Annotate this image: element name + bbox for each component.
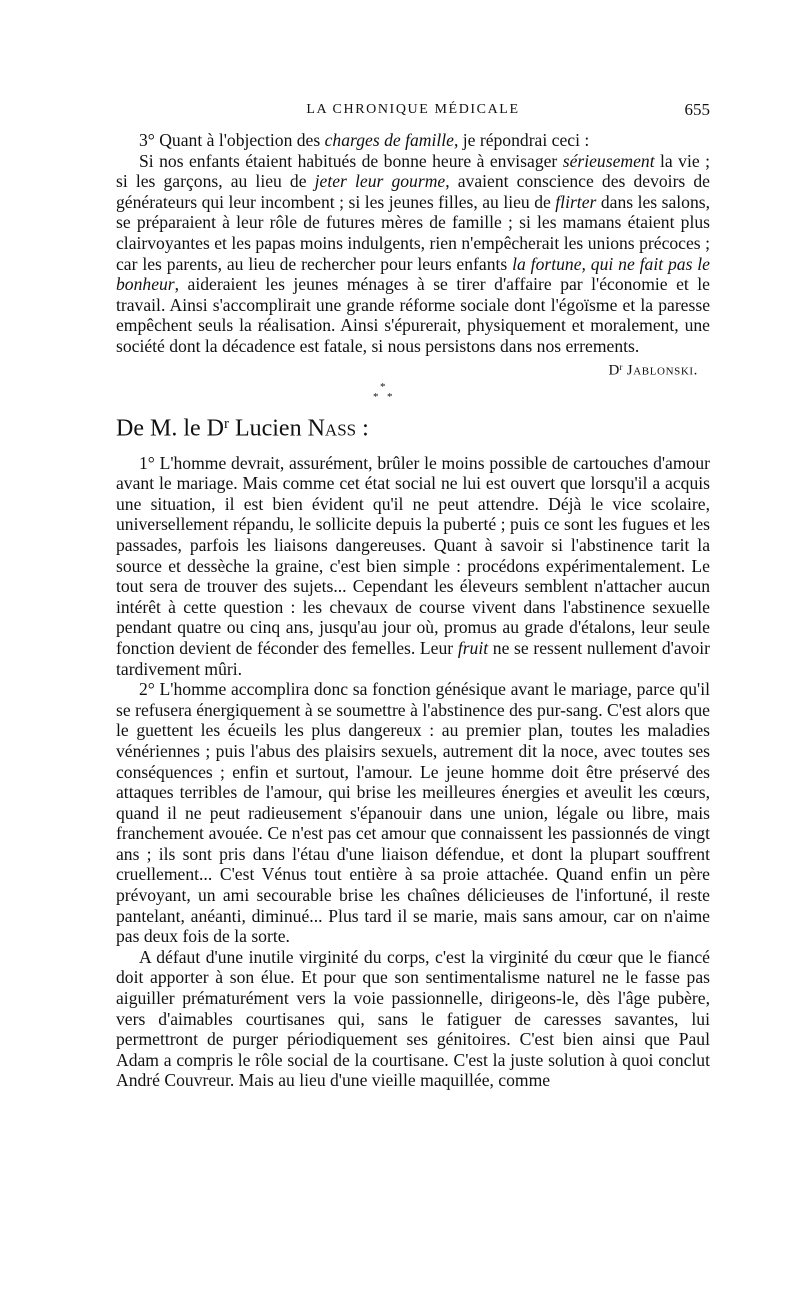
text-run: dans les salons, se préparaient à leur rôle de futures mères de famille ; si les mamans étaient plus clairvoyantes et les papas moins indulgents, rien n'empêcherait les unions précoces ; car les parents, au lieu de rechercher pour leurs enfants (116, 191, 710, 274)
text-run: 3° Quant à l'objection des (139, 130, 325, 150)
italic-run: la fortune, qui ne fait pas le bonheur (116, 253, 710, 295)
heading-text: Lucien (228, 415, 308, 442)
text-run: Si nos enfants étaient habitués de bonne heure à envisager (139, 150, 563, 171)
italic-run: sérieusement (562, 150, 655, 171)
asterism-separator (369, 382, 399, 406)
asterism-star: * (387, 391, 393, 404)
paragraph-point-1 (116, 453, 710, 680)
asterism-star: * (380, 381, 386, 394)
section-heading (116, 410, 710, 442)
document-page (116, 96, 710, 1091)
text-run: la vie ; si les garçons, au lieu de (116, 150, 710, 192)
italic-run: flirter (555, 191, 597, 212)
paragraph-point-2: 2° L'homme accomplira donc sa fonction génésique avant le mariage, parce qu'il se refusera énergiquement à se soumettre à l'abstinence des pur-sang. C'est alors que le guettent les écueils les plus dangereux : au premier plan, toutes les maladies vénériennes ; puis l'abus des plaisirs sexuels, autrement dit la noce, avec toutes ses conséquences ; enfin et surtout, l'amour. Le jeune homme doit être préservé des attaques terribles de l'amour, qui brise les meilleures énergies et aveulit les cœurs, quand il ne peut radieusement s'épanouir dans une union, légale ou libre, mais franchement avouée. Ce n'est pas cet amour que connaissent les passionnés de vingt ans ; ils sont pris dans l'étau d'une liaison défendue, et dont la plupart souffrent cruellement... C'est Vénus tout entière à sa proie attachée. Quand enfin un père prévoyant, un ami secourable brise les chaînes délicieuses de l'infortuné, il reste pantelant, anéanti, diminué... Plus tard il se marie, mais sans amour, car on n'aime pas deux fois de la sorte. (116, 679, 710, 947)
signature-name: Jablonski. (622, 362, 698, 379)
text-run: ne se ressent nullement d'avoir tardivement mûri. (116, 637, 710, 679)
running-title: LA CHRONIQUE MÉDICALE (306, 102, 520, 117)
signature-title: D (608, 362, 620, 379)
running-head (116, 96, 710, 130)
heading-superscript: r (223, 416, 229, 433)
page-number: 655 (684, 100, 710, 119)
italic-run: fruit (457, 637, 489, 658)
asterism-star: * (373, 391, 379, 404)
heading-text: De M. le D (116, 415, 224, 442)
paragraph-objection (116, 130, 710, 151)
italic-run: charges de famille (324, 130, 454, 150)
signature-jablonski (116, 358, 710, 381)
signature-superscript: r (619, 362, 623, 373)
paragraph-virginity: A défaut d'une inutile virginité du corps, c'est la virginité du cœur que le fiancé doit apporter à son élue. Et pour que son sentimentalisme naturel ne le fasse pas aiguiller prématurément vers la voie passionnelle, dirigeons-le, dès l'âge pubère, vers d'aimables courtisanes qui, sans le fatiguer de caresses savantes, lui permettront de purger périodiquement ses génitoires. C'est bien ainsi que Paul Adam a compris le rôle social de la courtisane. C'est la juste solution à quoi conclut André Couvreur. Mais au lieu d'une vieille maquillée, comme (116, 946, 710, 1091)
heading-surname: Nass (307, 415, 357, 442)
paragraph-reform (116, 151, 710, 357)
heading-text: : (356, 415, 369, 442)
text-run: , je répondrai ceci : (453, 130, 590, 150)
text-run: , avaient conscience des devoirs de générateurs qui leur incombent ; si les jeunes filles, au lieu de (116, 171, 710, 212)
text-run: , aideraient les jeunes ménages à se tirer d'affaire par l'économie et le travail. Ainsi s'accomplirait une grande réforme sociale dont l'égoïsme et la paresse empêchent seuls la réalisation. Ainsi s'épurerait, physiquement et moralement, une société dont la décadence est fatale, si nous persistons dans nos errements. (116, 274, 710, 356)
text-run: 1° L'homme devrait, assurément, brûler le moins possible de cartouches d'amour avant le mariage. Mais comme cet état social ne lui est ouvert que lorsqu'il a acquis une situation, il est bien évident qu'il ne peut attendre. Déjà le vice scolaire, universellement répandu, le sollicite depuis la puberté ; puis ce sont les fugues et les passades, parfois les liaisons dangereuses. Quant à savoir si l'abstinence tarit la source et dessèche la graine, c'est bien simple : procédons expérimentalement. Le tout sera de trouver des sujets... Cependant les éleveurs semblent n'attacher aucun intérêt à cette question : les chevaux de course vivent dans l'abstinence sexuelle pendant quatre ou cinq ans, jusqu'au jour où, promus au grade d'étalons, leur seule fonction devient de féconder des femelles. Leur (116, 452, 710, 658)
italic-run: jeter leur gourme (314, 171, 446, 192)
